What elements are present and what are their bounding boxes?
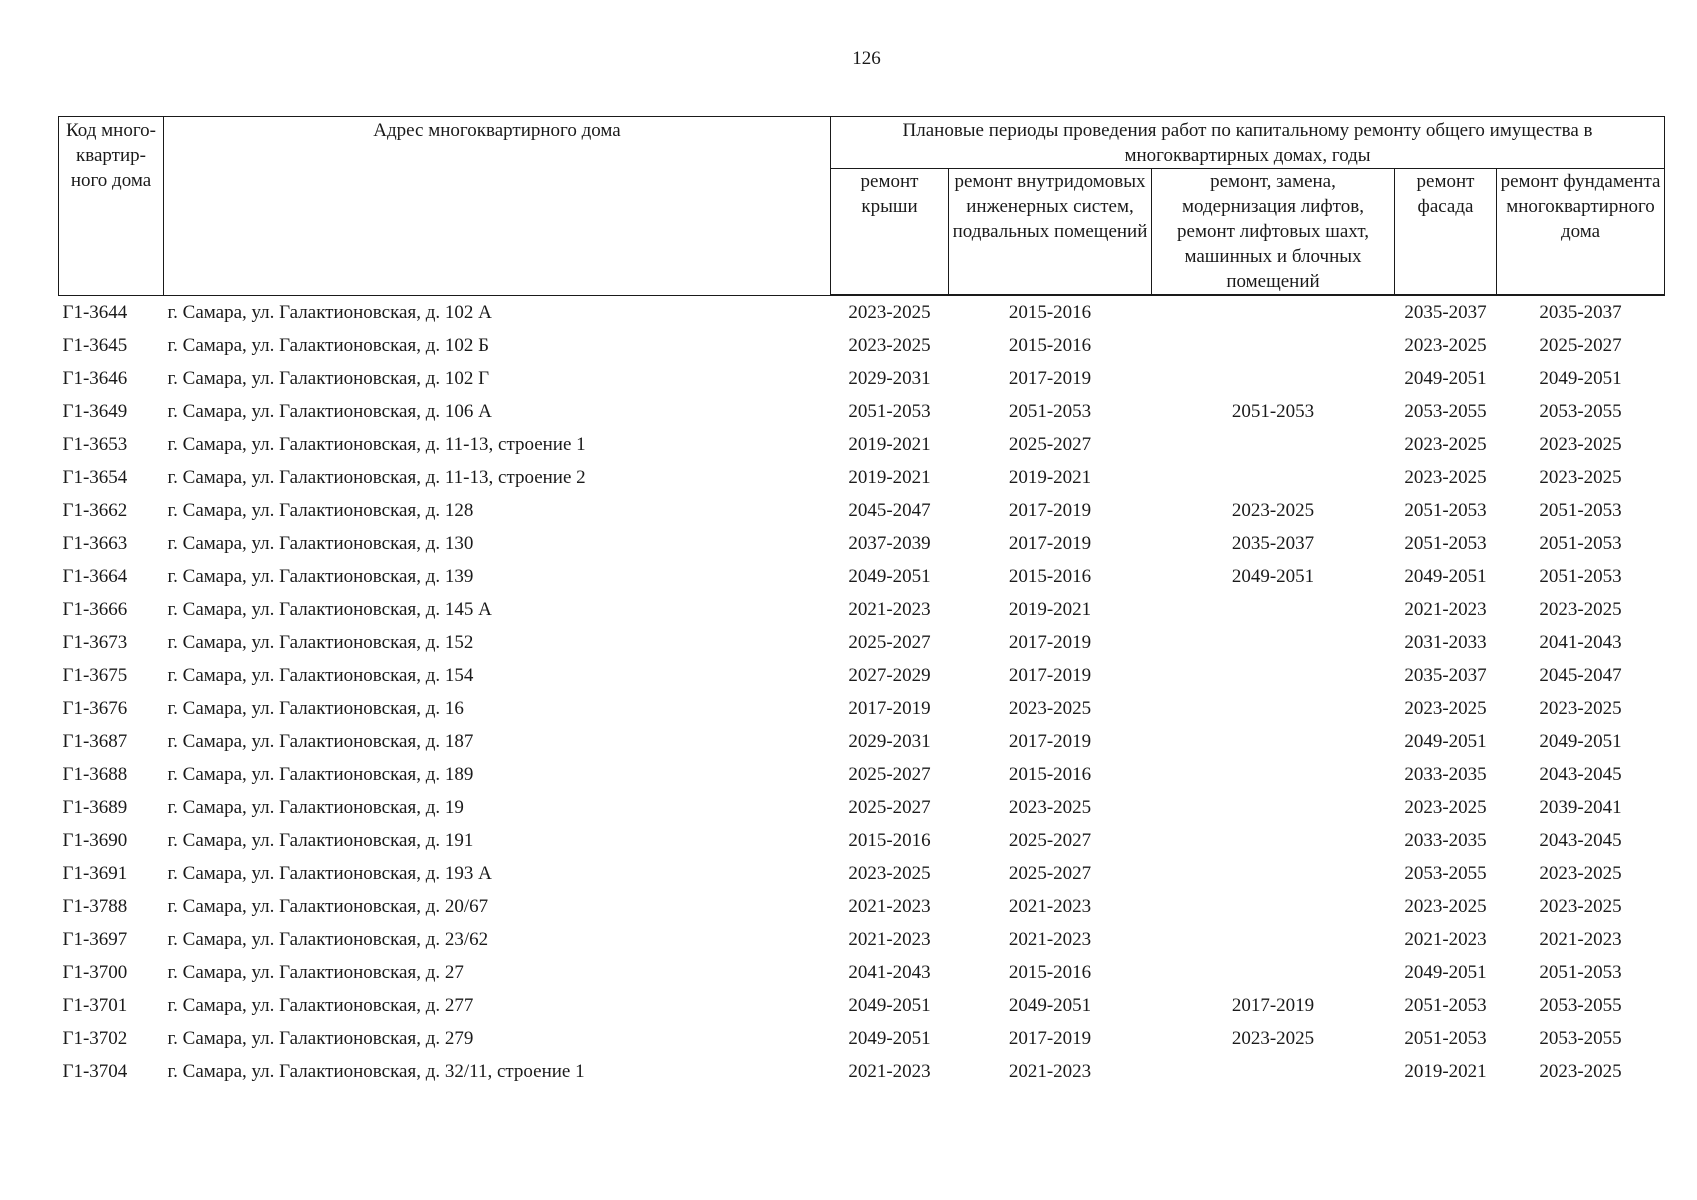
cell-lifts (1152, 461, 1395, 494)
cell-code: Г1-3675 (62, 665, 128, 686)
cell-lifts (1152, 626, 1395, 659)
cell-facade: 2053-2055 (1404, 863, 1487, 884)
cell-roof: 2017-2019 (848, 698, 931, 719)
cell-facade: 2023-2025 (1404, 896, 1487, 917)
cell-lifts (1152, 791, 1395, 824)
header-periods-text: Плановые периоды проведения работ по капитальному ремонту общего имущества в многоквартирных домах, годы (902, 120, 1593, 166)
cell-address: г. Самара, ул. Галактионовская, д. 145 А (167, 599, 492, 620)
cell-facade: 2049-2051 (1404, 731, 1487, 752)
cell-roof: 2027-2029 (848, 665, 931, 686)
table-row (59, 295, 1665, 329)
cell-lifts: 2017-2019 (1231, 995, 1315, 1016)
cell-engineering: 2017-2019 (1008, 368, 1092, 389)
cell-foundation: 2049-2051 (1539, 368, 1622, 389)
cell-foundation: 2039-2041 (1539, 797, 1622, 818)
cell-facade: 2023-2025 (1404, 467, 1487, 488)
cell-facade: 2033-2035 (1404, 764, 1487, 785)
cell-engineering: 2025-2027 (1008, 863, 1092, 884)
table-row (59, 626, 1665, 659)
header-engineering: ремонт внутридомовых инженерных систем, подвальных помещений (949, 169, 1152, 296)
cell-facade: 2051-2053 (1404, 995, 1487, 1016)
cell-address: г. Самара, ул. Галактионовская, д. 20/67 (167, 896, 489, 917)
cell-foundation: 2023-2025 (1539, 896, 1622, 917)
cell-roof: 2045-2047 (848, 500, 931, 521)
cell-lifts (1152, 857, 1395, 890)
table-row (59, 329, 1665, 362)
cell-address: г. Самара, ул. Галактионовская, д. 193 А (167, 863, 492, 884)
cell-foundation: 2045-2047 (1539, 665, 1622, 686)
page-number: 126 (852, 48, 881, 69)
cell-code: Г1-3654 (62, 467, 128, 488)
cell-engineering: 2017-2019 (1008, 665, 1092, 686)
cell-roof: 2019-2021 (848, 434, 931, 455)
cell-roof: 2021-2023 (848, 929, 931, 950)
cell-roof: 2025-2027 (848, 764, 931, 785)
table-header (59, 117, 1665, 296)
table-row (59, 692, 1665, 725)
cell-roof: 2023-2025 (848, 302, 931, 323)
cell-roof: 2021-2023 (848, 599, 931, 620)
cell-address: г. Самара, ул. Галактионовская, д. 189 (167, 764, 474, 785)
cell-lifts (1152, 329, 1395, 362)
table-row (59, 461, 1665, 494)
table-row (59, 494, 1665, 527)
cell-code: Г1-3663 (62, 533, 128, 554)
cell-engineering: 2015-2016 (1008, 962, 1092, 983)
table-row (59, 362, 1665, 395)
table-row (59, 395, 1665, 428)
cell-engineering: 2023-2025 (1008, 698, 1092, 719)
cell-lifts: 2051-2053 (1231, 401, 1315, 422)
cell-address: г. Самара, ул. Галактионовская, д. 23/62 (167, 929, 489, 950)
cell-facade: 2049-2051 (1404, 566, 1487, 587)
cell-lifts (1152, 824, 1395, 857)
cell-engineering: 2017-2019 (1008, 500, 1092, 521)
cell-roof: 2051-2053 (848, 401, 931, 422)
cell-lifts (1152, 923, 1395, 956)
cell-engineering: 2025-2027 (1008, 434, 1092, 455)
cell-roof: 2049-2051 (848, 995, 931, 1016)
table-row (59, 593, 1665, 626)
cell-foundation: 2051-2053 (1539, 962, 1622, 983)
cell-roof: 2021-2023 (848, 1061, 931, 1082)
cell-foundation: 2023-2025 (1539, 1061, 1622, 1082)
cell-foundation: 2041-2043 (1539, 632, 1622, 653)
cell-engineering: 2015-2016 (1008, 335, 1092, 356)
table-row (59, 527, 1665, 560)
cell-address: г. Самара, ул. Галактионовская, д. 102 Б (167, 335, 490, 356)
table-row (59, 989, 1665, 1022)
cell-code: Г1-3788 (62, 896, 128, 917)
table-row (59, 791, 1665, 824)
cell-engineering: 2051-2053 (1008, 401, 1092, 422)
table-row (59, 428, 1665, 461)
cell-facade: 2023-2025 (1404, 434, 1487, 455)
table-row (59, 857, 1665, 890)
cell-code: Г1-3688 (62, 764, 128, 785)
header-facade: ремонт фасада (1395, 169, 1497, 296)
cell-foundation: 2023-2025 (1539, 698, 1622, 719)
cell-code: Г1-3653 (62, 434, 128, 455)
cell-lifts (1152, 725, 1395, 758)
cell-facade: 2019-2021 (1404, 1061, 1487, 1082)
header-periods (831, 117, 1665, 169)
cell-facade: 2023-2025 (1404, 335, 1487, 356)
cell-code: Г1-3645 (62, 335, 128, 356)
cell-lifts (1152, 890, 1395, 923)
cell-engineering: 2021-2023 (1008, 929, 1092, 950)
table-row (59, 890, 1665, 923)
cell-facade: 2021-2023 (1404, 929, 1487, 950)
header-address: Адрес многоквартирного дома (164, 117, 831, 296)
cell-code: Г1-3704 (62, 1061, 128, 1082)
cell-address: г. Самара, ул. Галактионовская, д. 102 А (167, 301, 492, 323)
cell-foundation: 2053-2055 (1539, 401, 1622, 422)
table-row (59, 725, 1665, 758)
cell-foundation: 2053-2055 (1539, 1028, 1622, 1049)
cell-engineering: 2049-2051 (1008, 995, 1092, 1016)
table-row (59, 824, 1665, 857)
cell-facade: 2051-2053 (1404, 533, 1487, 554)
cell-roof: 2049-2051 (848, 1028, 931, 1049)
cell-lifts: 2023-2025 (1231, 1028, 1315, 1049)
cell-roof: 2023-2025 (848, 335, 931, 356)
cell-code: Г1-3690 (62, 830, 128, 851)
cell-code: Г1-3676 (62, 698, 128, 719)
cell-code: Г1-3702 (62, 1028, 128, 1049)
cell-facade: 2051-2053 (1404, 1028, 1487, 1049)
cell-engineering: 2017-2019 (1008, 1028, 1092, 1049)
cell-engineering: 2021-2023 (1008, 1061, 1092, 1082)
cell-roof: 2037-2039 (848, 533, 931, 554)
cell-roof: 2025-2027 (848, 632, 931, 653)
cell-lifts (1152, 758, 1395, 791)
cell-foundation: 2023-2025 (1539, 434, 1622, 455)
cell-facade: 2049-2051 (1404, 962, 1487, 983)
cell-foundation: 2049-2051 (1539, 731, 1622, 752)
header-foundation: ремонт фундамента многоквартирного дома (1497, 169, 1665, 296)
cell-lifts (1152, 956, 1395, 989)
cell-roof: 2029-2031 (848, 731, 931, 752)
cell-engineering: 2017-2019 (1008, 632, 1092, 653)
cell-lifts: 2049-2051 (1231, 566, 1315, 587)
cell-engineering: 2015-2016 (1008, 302, 1092, 323)
header-code: Код много-квартир-ного дома (59, 117, 164, 296)
cell-engineering: 2021-2023 (1008, 896, 1092, 917)
cell-code: Г1-3687 (62, 731, 128, 752)
cell-lifts (1152, 692, 1395, 725)
cell-lifts: 2023-2025 (1231, 500, 1315, 521)
cell-code: Г1-3691 (62, 863, 128, 884)
cell-facade: 2035-2037 (1404, 665, 1487, 686)
cell-foundation: 2023-2025 (1539, 599, 1622, 620)
cell-engineering: 2015-2016 (1008, 764, 1092, 785)
cell-engineering: 2019-2021 (1008, 599, 1092, 620)
cell-engineering: 2023-2025 (1008, 797, 1092, 818)
table-row (59, 659, 1665, 692)
cell-foundation: 2023-2025 (1539, 467, 1622, 488)
cell-roof: 2023-2025 (848, 863, 931, 884)
cell-address: г. Самара, ул. Галактионовская, д. 102 Г (167, 368, 490, 389)
cell-code: Г1-3689 (62, 797, 128, 818)
cell-address: г. Самара, ул. Галактионовская, д. 32/11, строение 1 (167, 1061, 585, 1082)
cell-roof: 2019-2021 (848, 467, 931, 488)
cell-foundation: 2043-2045 (1539, 764, 1622, 785)
cell-lifts (1152, 1055, 1395, 1088)
cell-address: г. Самара, ул. Галактионовская, д. 130 (167, 533, 474, 554)
cell-address: г. Самара, ул. Галактионовская, д. 16 (167, 698, 464, 719)
cell-foundation: 2051-2053 (1539, 566, 1622, 587)
cell-engineering: 2019-2021 (1008, 467, 1092, 488)
cell-facade: 2023-2025 (1404, 797, 1487, 818)
cell-address: г. Самара, ул. Галактионовская, д. 154 (167, 665, 474, 686)
cell-address: г. Самара, ул. Галактионовская, д. 277 (167, 995, 474, 1016)
cell-facade: 2023-2025 (1404, 698, 1487, 719)
cell-roof: 2021-2023 (848, 896, 931, 917)
cell-address: г. Самара, ул. Галактионовская, д. 19 (167, 797, 464, 818)
cell-roof: 2029-2031 (848, 368, 931, 389)
cell-facade: 2053-2055 (1404, 401, 1487, 422)
cell-foundation: 2035-2037 (1539, 302, 1622, 323)
cell-address: г. Самара, ул. Галактионовская, д. 139 (167, 566, 474, 587)
cell-facade: 2031-2033 (1404, 632, 1487, 653)
cell-address: г. Самара, ул. Галактионовская, д. 27 (167, 962, 464, 983)
table-row (59, 956, 1665, 989)
cell-code: Г1-3701 (62, 995, 128, 1016)
cell-engineering: 2025-2027 (1008, 830, 1092, 851)
table-row (59, 1055, 1665, 1088)
cell-engineering: 2015-2016 (1008, 566, 1092, 587)
cell-code: Г1-3700 (62, 962, 128, 983)
cell-code: Г1-3646 (62, 368, 128, 389)
cell-code: Г1-3662 (62, 500, 128, 521)
cell-address: г. Самара, ул. Галактионовская, д. 152 (167, 632, 474, 653)
cell-foundation: 2021-2023 (1539, 929, 1622, 950)
cell-address: г. Самара, ул. Галактионовская, д. 191 (167, 830, 474, 851)
cell-lifts (1152, 362, 1395, 395)
cell-lifts (1152, 659, 1395, 692)
cell-roof: 2041-2043 (848, 962, 931, 983)
cell-lifts (1152, 593, 1395, 626)
cell-lifts: 2035-2037 (1231, 533, 1315, 554)
cell-foundation: 2025-2027 (1539, 335, 1622, 356)
cell-code: Г1-3644 (62, 301, 128, 323)
cell-facade: 2033-2035 (1404, 830, 1487, 851)
cell-address: г. Самара, ул. Галактионовская, д. 11-13, строение 2 (167, 467, 586, 488)
cell-code: Г1-3697 (62, 929, 128, 950)
cell-roof: 2015-2016 (848, 830, 931, 851)
cell-roof: 2025-2027 (848, 797, 931, 818)
cell-address: г. Самара, ул. Галактионовская, д. 128 (167, 500, 474, 521)
cell-roof: 2049-2051 (848, 566, 931, 587)
header-roof: ремонт крыши (831, 169, 949, 296)
table-row (59, 1022, 1665, 1055)
table-row (59, 923, 1665, 956)
cell-facade: 2035-2037 (1404, 302, 1487, 323)
cell-code: Г1-3664 (62, 566, 128, 587)
cell-address: г. Самара, ул. Галактионовская, д. 106 А (167, 401, 492, 422)
capital-repair-table (58, 116, 1665, 1088)
cell-lifts (1152, 428, 1395, 461)
cell-foundation: 2053-2055 (1539, 995, 1622, 1016)
cell-code: Г1-3666 (62, 599, 128, 620)
cell-foundation: 2051-2053 (1539, 500, 1622, 521)
table-row (59, 560, 1665, 593)
cell-address: г. Самара, ул. Галактионовская, д. 187 (167, 731, 474, 752)
cell-code: Г1-3673 (62, 632, 128, 653)
cell-address: г. Самара, ул. Галактионовская, д. 279 (167, 1028, 474, 1049)
cell-foundation: 2051-2053 (1539, 533, 1622, 554)
cell-facade: 2021-2023 (1404, 599, 1487, 620)
header-lifts: ремонт, замена, модернизация лифтов, ремонт лифтовых шахт, машинных и блочных помещений (1152, 169, 1395, 296)
cell-code: Г1-3649 (62, 401, 128, 422)
cell-engineering: 2017-2019 (1008, 731, 1092, 752)
cell-facade: 2051-2053 (1404, 500, 1487, 521)
cell-engineering: 2017-2019 (1008, 533, 1092, 554)
cell-facade: 2049-2051 (1404, 368, 1487, 389)
cell-foundation: 2023-2025 (1539, 863, 1622, 884)
table-body (59, 295, 1665, 1088)
cell-address: г. Самара, ул. Галактионовская, д. 11-13, строение 1 (167, 434, 586, 455)
table-row (59, 758, 1665, 791)
cell-lifts (1152, 295, 1395, 329)
cell-foundation: 2043-2045 (1539, 830, 1622, 851)
